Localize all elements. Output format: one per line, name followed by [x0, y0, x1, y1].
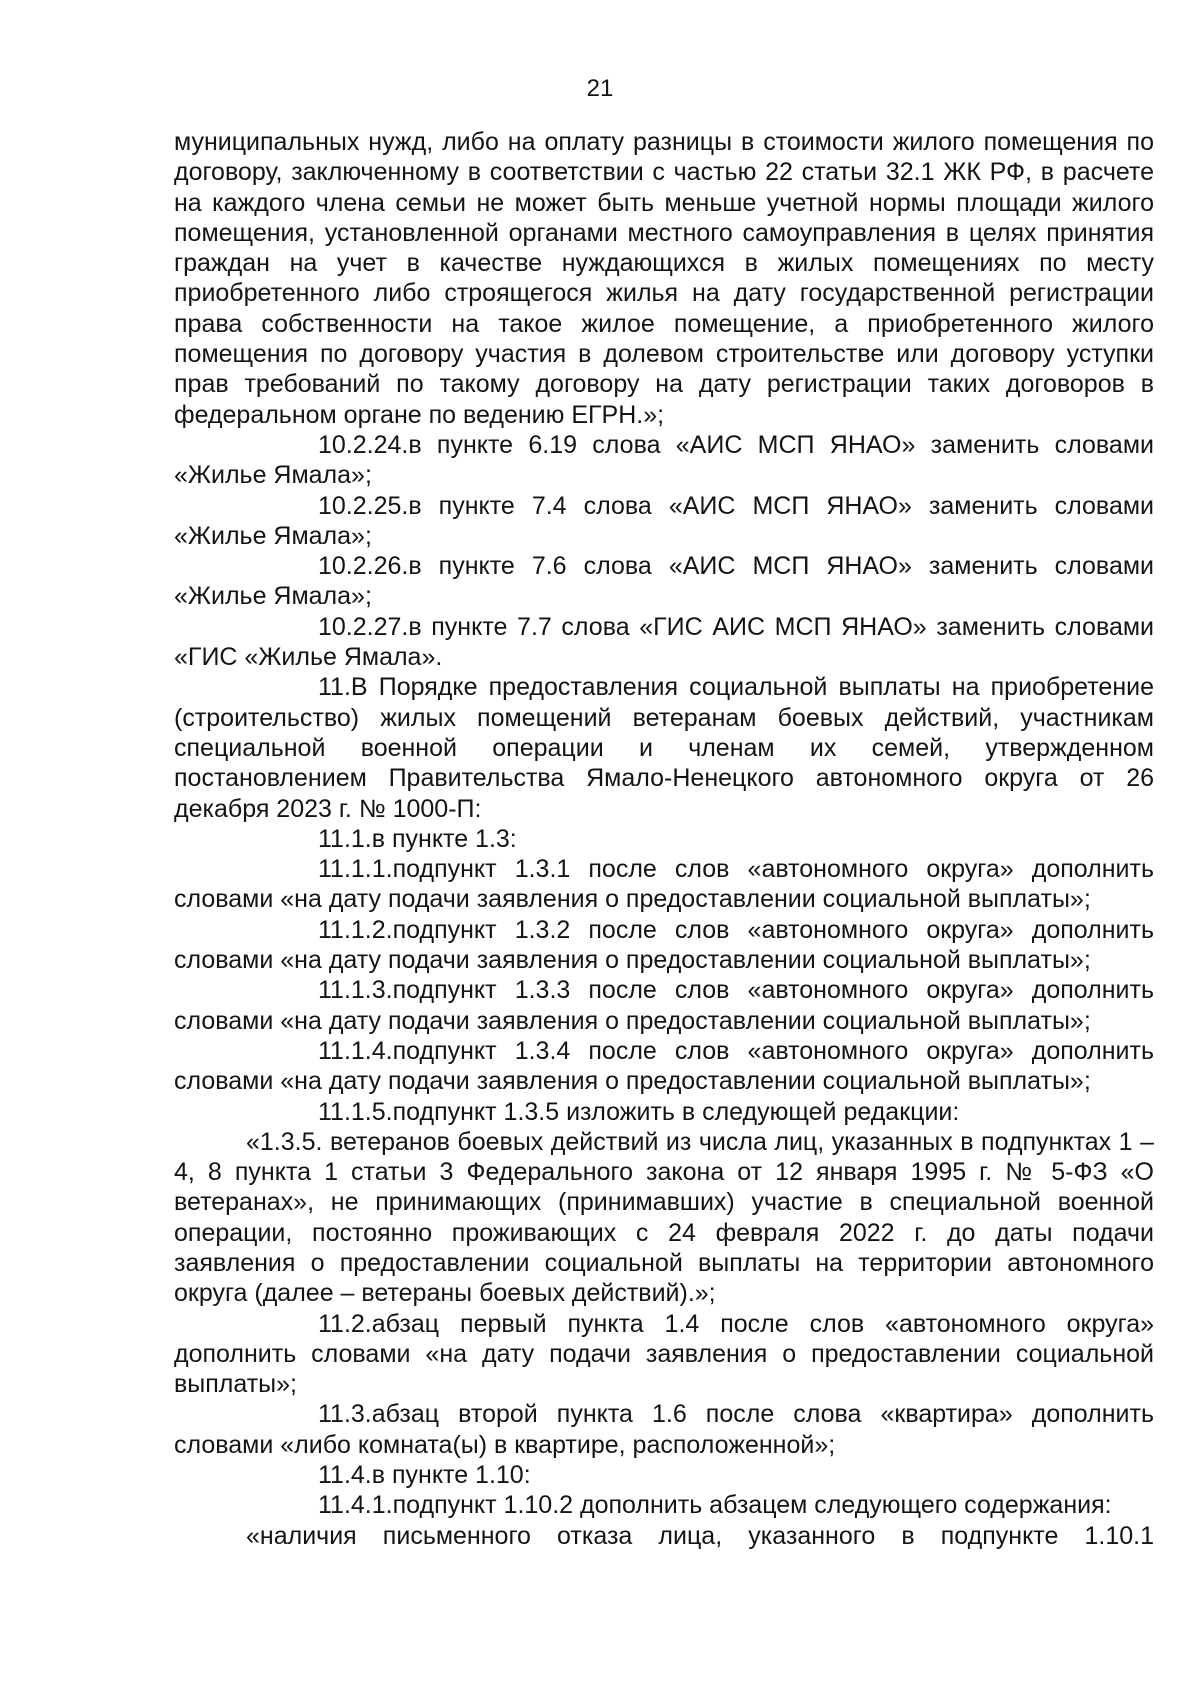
paragraph-number: 10.2.24. — [318, 430, 409, 459]
paragraph-11-4 — [174, 1460, 1154, 1490]
paragraph-text: подпункт 1.3.5 изложить в следующей редакции: — [392, 1097, 960, 1126]
paragraph-text: «наличия письменного отказа лица, указанного в подпункте 1.10.1 — [246, 1521, 1154, 1550]
paragraph-text: подпункт 1.3.4 после слов «автономного округа» дополнить словами «на дату подачи заявления о предоставлении социальной выплаты»; — [174, 1036, 1154, 1096]
paragraph-11-2 — [174, 1309, 1154, 1400]
paragraph-number: 11.3. — [318, 1400, 372, 1429]
paragraph-11-1-3 — [174, 975, 1154, 1036]
paragraph-text: «1.3.5. ветеранов боевых действий из числа лиц, указанных в подпунктах 1 – 4, 8 пункта 1 статьи 3 Федерального закона от 12 января 1995 г. № 5-ФЗ «О ветеранах», не принимающих (принимавших) участие в специальной военной операции, постоянно проживающих с 24 февраля 2022 г. до даты подачи заявления о предоставлении социальной выплаты на территории автономного округа (далее – ветераны боевых действий).»; — [174, 1127, 1154, 1308]
paragraph-text: в пункте 1.3: — [371, 824, 517, 853]
paragraph-11-4-1 — [174, 1490, 1154, 1520]
paragraph-11-1-5 — [174, 1097, 1154, 1127]
paragraph-text: в пункте 7.6 слова «АИС МСП ЯНАО» заменить словами «Жилье Ямала»; — [174, 552, 1154, 611]
paragraph-10-2-25 — [174, 491, 1154, 552]
paragraph-text: подпункт 1.3.2 после слов «автономного округа» дополнить словами «на дату подачи заявления о предоставлении социальной выплаты»; — [174, 915, 1154, 975]
paragraph-11-1-2 — [174, 915, 1154, 976]
paragraph-number: 11.1. — [318, 824, 372, 853]
paragraph-number: 11.1.1. — [318, 855, 393, 884]
paragraph-text: абзац первый пункта 1.4 после слов «автономного округа» дополнить словами «на дату подачи заявления о предоставлении социальной выплаты»; — [174, 1309, 1154, 1399]
paragraph-11-1 — [174, 824, 1154, 854]
page-number: 21 — [586, 75, 614, 102]
paragraph-text: в пункте 7.4 слова «АИС МСП ЯНАО» заменить словами «Жилье Ямала»; — [174, 491, 1154, 550]
paragraph-11-3 — [174, 1399, 1154, 1460]
paragraph-number: 11. — [318, 673, 351, 702]
quoted-paragraph-1-3-5 — [174, 1127, 1154, 1309]
paragraph-number: 11.2. — [318, 1309, 372, 1338]
paragraph-11 — [174, 672, 1154, 823]
paragraph-number: 11.1.3. — [318, 976, 393, 1005]
paragraph-10-2-24 — [174, 430, 1154, 491]
paragraph-10-2-26 — [174, 551, 1154, 612]
paragraph-text: в пункте 7.7 слова «ГИС АИС МСП ЯНАО» заменить словами «ГИС «Жилье Ямала». — [174, 612, 1154, 672]
paragraph-number: 11.4.1. — [318, 1491, 393, 1520]
paragraph-number: 10.2.25. — [318, 491, 409, 520]
paragraph-number: 10.2.27. — [318, 612, 409, 641]
paragraph-text: подпункт 1.3.1 после слов «автономного округа» дополнить словами «на дату подачи заявления о предоставлении социальной выплаты»; — [174, 855, 1154, 914]
document-body — [174, 127, 1154, 1551]
paragraph-number: 10.2.26. — [318, 552, 409, 581]
paragraph-number: 11.1.4. — [318, 1036, 393, 1065]
paragraph-10-2-27 — [174, 612, 1154, 673]
paragraph-continuation — [174, 127, 1154, 430]
paragraph-11-1-4 — [174, 1036, 1154, 1097]
paragraph-text: в пункте 6.19 слова «АИС МСП ЯНАО» заменить словами «Жилье Ямала»; — [174, 430, 1154, 490]
paragraph-text: абзац второй пункта 1.6 после слова «квартира» дополнить словами «либо комната(ы) в квартире, расположенной»; — [174, 1400, 1154, 1459]
paragraph-text: подпункт 1.3.3 после слов «автономного округа» дополнить словами «на дату подачи заявления о предоставлении социальной выплаты»; — [174, 976, 1154, 1035]
paragraph-text: муниципальных нужд, либо на оплату разницы в стоимости жилого помещения по договору, заключенному в соответствии с частью 22 статьи 32.1 ЖК РФ, в расчете на каждого члена семьи не может быть меньше учетной нормы площади жилого помещения, установленной органами местного самоуправления в целях принятия граждан на учет в качестве нуждающихся в жилых помещениях по месту приобретенного либо строящегося жилья на дату государственной регистрации права собственности на такое жилое помещение, а приобретенного жилого помещения по договору участия в долевом строительстве или договору уступки прав требований по такому договору на дату регистрации таких договоров в федеральном органе по ведению ЕГРН.»; — [174, 128, 1154, 429]
quoted-paragraph-partial — [174, 1521, 1154, 1551]
paragraph-text: подпункт 1.10.2 дополнить абзацем следующего содержания: — [392, 1491, 1112, 1520]
paragraph-number: 11.1.2. — [318, 915, 393, 944]
paragraph-text: в пункте 1.10: — [371, 1461, 531, 1490]
paragraph-11-1-1 — [174, 854, 1154, 915]
paragraph-text: В Порядке предоставления социальной выплаты на приобретение (строительство) жилых помещений ветеранам боевых действий, участникам специальной военной операции и членам их семей, утвержденном постановлением Правительства Ямало-Ненецкого автономного округа от 26 декабря 2023 г. № 1000-П: — [174, 673, 1154, 823]
paragraph-number: 11.4. — [318, 1461, 372, 1490]
paragraph-number: 11.1.5. — [318, 1097, 393, 1126]
